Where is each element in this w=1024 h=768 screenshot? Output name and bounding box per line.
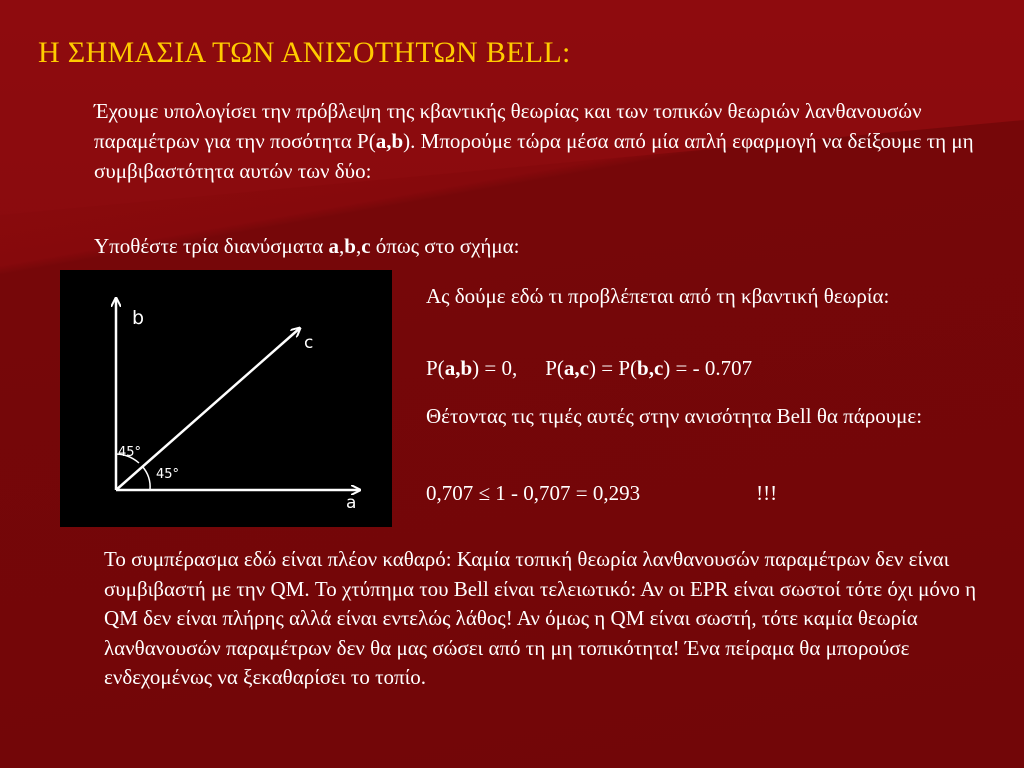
label-a: a: [346, 493, 357, 513]
angle-label-upper: 45°: [118, 445, 142, 460]
vector-b-symbol: b: [460, 356, 473, 380]
assume-text-before: Υποθέστε τρία διανύσματα: [94, 234, 329, 258]
eq-comma: ,: [455, 356, 461, 380]
vector-a-symbol: a: [328, 234, 340, 258]
angle-label-lower: 45°: [156, 467, 180, 482]
vector-diagram-svg: [60, 270, 392, 527]
intro-paragraph: [94, 96, 994, 186]
eq-comma: ,: [574, 356, 580, 380]
intro-text-after: ). Μπορούμε τώρα μέσα από μία απλή εφαρμογή να δείξουμε τη μη συμβιβαστότητα αυτών των δύο:: [94, 129, 974, 183]
assume-comma: ,: [355, 234, 362, 258]
vector-a-symbol: a: [563, 356, 575, 380]
intro-comma: ,: [386, 129, 392, 153]
exclamation-marks: !!!: [756, 481, 778, 505]
slide-title: Η ΣΗΜΑΣΙΑ ΤΩΝ ΑΝΙΣΟΤΗΤΩΝ BELL:: [38, 36, 571, 69]
vector-c-arrow: [116, 328, 300, 490]
assume-text-after: όπως στο σχήμα:: [370, 234, 520, 258]
conclusion-paragraph: Το συμπέρασμα εδώ είναι πλέον καθαρό: Καμία τοπική θεωρία λανθανουσών παραμέτρων δεν είναι συμβιβαστή με την QM. Το χτύπημα του Bell είναι τελειωτικό: Αν οι EPR είναι σωστοί τότε όχι μόνο η QM δεν είναι πλήρης αλλά είναι εντελώς λάθος! Αν όμως η QM είναι σωστή, τότε καμία θεωρία λανθανουσών παραμέτρων δεν θα μας σώσει από τη μη τοπικότητα! Ένα πείραμα θα μπορούσε ενδεχομένως να ξεκαθαρίσει το τοπίο.: [104, 547, 977, 689]
eq-p-value: ) = - 0.707: [663, 356, 753, 380]
inequality-expression: 0,707 ≤ 1 - 0,707 = 0,293: [426, 481, 641, 505]
vector-c-symbol: c: [653, 356, 664, 380]
vector-b-symbol: b: [391, 129, 404, 153]
assumption-paragraph: [94, 231, 994, 261]
vector-a-symbol: a: [375, 129, 387, 153]
qm-prediction-intro: Ας δούμε εδώ τι προβλέπεται από τη κβαντική θεωρία:: [426, 284, 890, 308]
vector-b-symbol: b: [637, 356, 649, 380]
vector-diagram: [60, 270, 392, 527]
assume-comma: ,: [339, 234, 345, 258]
eq-comma: ,: [648, 356, 654, 380]
eq-p-open: P(: [426, 356, 445, 380]
bell-substitution-text: Θέτοντας τις τιμές αυτές στην ανισότητα Bell θα πάρουμε:: [426, 404, 923, 428]
label-c: c: [304, 333, 314, 353]
eq-p-open: P(: [545, 356, 564, 380]
eq-p-ab-value: ) = 0,: [472, 356, 518, 380]
vector-c-symbol: c: [579, 356, 589, 380]
bell-inequality-result: [426, 479, 986, 508]
vector-c-symbol: c: [361, 234, 371, 258]
vector-a-symbol: a: [444, 356, 456, 380]
intro-text-before: Έχουμε υπολογίσει την πρόβλεψη της κβαντικής θεωρίας και των τοπικών θεωριών λανθανουσών παραμέτρων για την ποσότητα P(: [94, 99, 922, 153]
label-b: b: [132, 307, 145, 329]
qm-probabilities: [426, 354, 986, 383]
angle-arc-lower: [142, 466, 150, 490]
vector-b-symbol: b: [344, 234, 356, 258]
eq-equals-p: ) = P(: [588, 356, 637, 380]
